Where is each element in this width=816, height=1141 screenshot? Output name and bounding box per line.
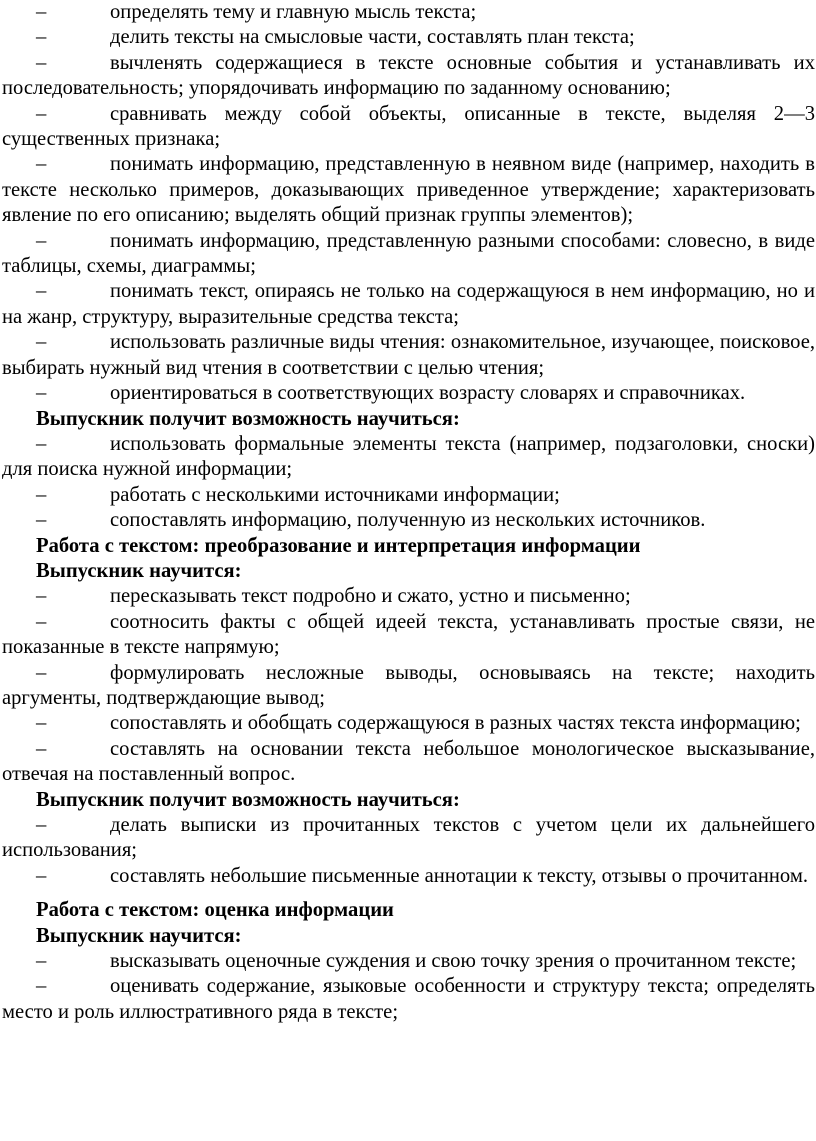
list-item-text: высказывать оценочные суждения и свою точку зрения о прочитанном тексте;: [110, 950, 797, 973]
list-item-text: использовать формальные элементы текста (например, подзаголовки, сноски) для поиска нужной информации;: [2, 432, 815, 481]
dash-marker: –: [36, 950, 47, 973]
list-item-text: пересказывать текст подробно и сжато, устно и письменно;: [110, 585, 631, 608]
dash-marker: –: [36, 661, 47, 684]
list-item-text: сопоставлять информацию, полученную из нескольких источников.: [110, 509, 706, 532]
list-item: [2, 279, 815, 330]
dash-marker: –: [36, 1, 47, 23]
list-item: [2, 432, 815, 483]
dash-marker: –: [36, 280, 47, 303]
list-item-text: делать выписки из прочитанных текстов с учетом цели их дальнейшего использования;: [2, 814, 815, 862]
dash-marker: –: [36, 737, 47, 760]
section-heading: Выпускник получит возможность научиться:: [36, 407, 460, 430]
list-item-text: понимать информацию, представленную разными способами: словесно, в виде таблицы, схемы, диаграммы;: [2, 229, 815, 278]
list-item: [2, 229, 815, 280]
list-item-text: вычленять содержащиеся в тексте основные события и устанавливать их последовательность; упорядочивать информацию по заданному основанию;: [2, 51, 815, 100]
list-item-text: составлять небольшие письменные аннотации к тексту, отзывы о прочитанном.: [110, 864, 809, 887]
list-item: [2, 864, 815, 889]
list-section-advanced-search: [2, 407, 815, 534]
section-heading: Выпускник научится:: [36, 924, 242, 947]
section-heading: Выпускник научится:: [36, 559, 242, 582]
list-item: [2, 330, 815, 381]
dash-marker: –: [36, 102, 47, 125]
dash-marker: –: [36, 585, 47, 608]
list-item: [2, 661, 815, 712]
list-item: [2, 508, 815, 533]
list-item: [2, 51, 815, 102]
list-item-text: определять тему и главную мысль текста;: [110, 1, 477, 23]
dash-marker: –: [36, 229, 47, 252]
section-heading: Выпускник получит возможность научиться:: [36, 788, 460, 811]
dash-marker: –: [36, 483, 47, 506]
dash-marker: –: [36, 51, 47, 74]
dash-marker: –: [36, 432, 47, 455]
list-item: [2, 974, 815, 1025]
dash-marker: –: [36, 382, 47, 405]
list-item-text: ориентироваться в соответствующих возрасту словарях и справочниках.: [110, 382, 746, 405]
list-item: [2, 0, 815, 25]
list-section-reading-skills: [2, 0, 815, 407]
list-item-text: понимать текст, опираясь не только на содержащуюся в нем информацию, но и на жанр, структуру, выразительные средства текста;: [2, 280, 815, 328]
dash-marker: –: [36, 814, 47, 836]
list-item: [2, 381, 815, 406]
dash-marker: –: [36, 712, 47, 735]
list-item: [2, 949, 815, 974]
list-item: [2, 584, 815, 609]
list-section-evaluation: [2, 898, 815, 1025]
list-item-text: использовать различные виды чтения: ознакомительное, изучающее, поисковое, выбирать нужный вид чтения в соответствии с целью чтения;: [2, 331, 815, 379]
list-item-text: понимать информацию, представленную в неявном виде (например, находить в тексте несколько примеров, доказывающих приведенное утверждение; характеризовать явление по его описанию; выделять общий признак группы элементов);: [2, 153, 815, 227]
dash-marker: –: [36, 610, 47, 633]
list-item: [2, 483, 815, 508]
list-item: [2, 737, 815, 788]
list-item-text: сопоставлять и обобщать содержащуюся в разных частях текста информацию;: [110, 712, 801, 735]
list-item: [2, 152, 815, 228]
list-item: [2, 813, 815, 864]
list-item-text: соотносить факты с общей идеей текста, устанавливать простые связи, не показанные в тексте напрямую;: [2, 610, 815, 659]
dash-marker: –: [36, 153, 47, 176]
list-item: [2, 610, 815, 661]
list-item: [2, 102, 815, 153]
dash-marker: –: [36, 864, 47, 887]
section-title: Работа с текстом: преобразование и интерпретация информации: [36, 534, 641, 557]
dash-marker: –: [36, 331, 47, 354]
list-item-text: сравнивать между собой объекты, описанные в тексте, выделяя 2—3 существенных признака;: [2, 102, 815, 151]
dash-marker: –: [36, 975, 47, 998]
list-item-text: составлять на основании текста небольшое монологическое высказывание, отвечая на поставленный вопрос.: [2, 737, 815, 786]
list-item: [2, 711, 815, 736]
dash-marker: –: [36, 26, 47, 49]
list-section-advanced-transformation: [2, 788, 815, 890]
section-title: Работа с текстом: оценка информации: [36, 899, 394, 922]
list-item-text: формулировать несложные выводы, основываясь на тексте; находить аргументы, подтверждающие вывод;: [2, 661, 815, 709]
list-section-transformation: [2, 534, 815, 788]
list-item-text: делить тексты на смысловые части, составлять план текста;: [110, 26, 635, 49]
dash-marker: –: [36, 509, 47, 532]
list-item-text: оценивать содержание, языковые особенности и структуру текста; определять место и роль иллюстративного ряда в тексте;: [2, 975, 815, 1023]
list-item-text: работать с несколькими источниками информации;: [110, 483, 560, 506]
list-item: [2, 25, 815, 50]
